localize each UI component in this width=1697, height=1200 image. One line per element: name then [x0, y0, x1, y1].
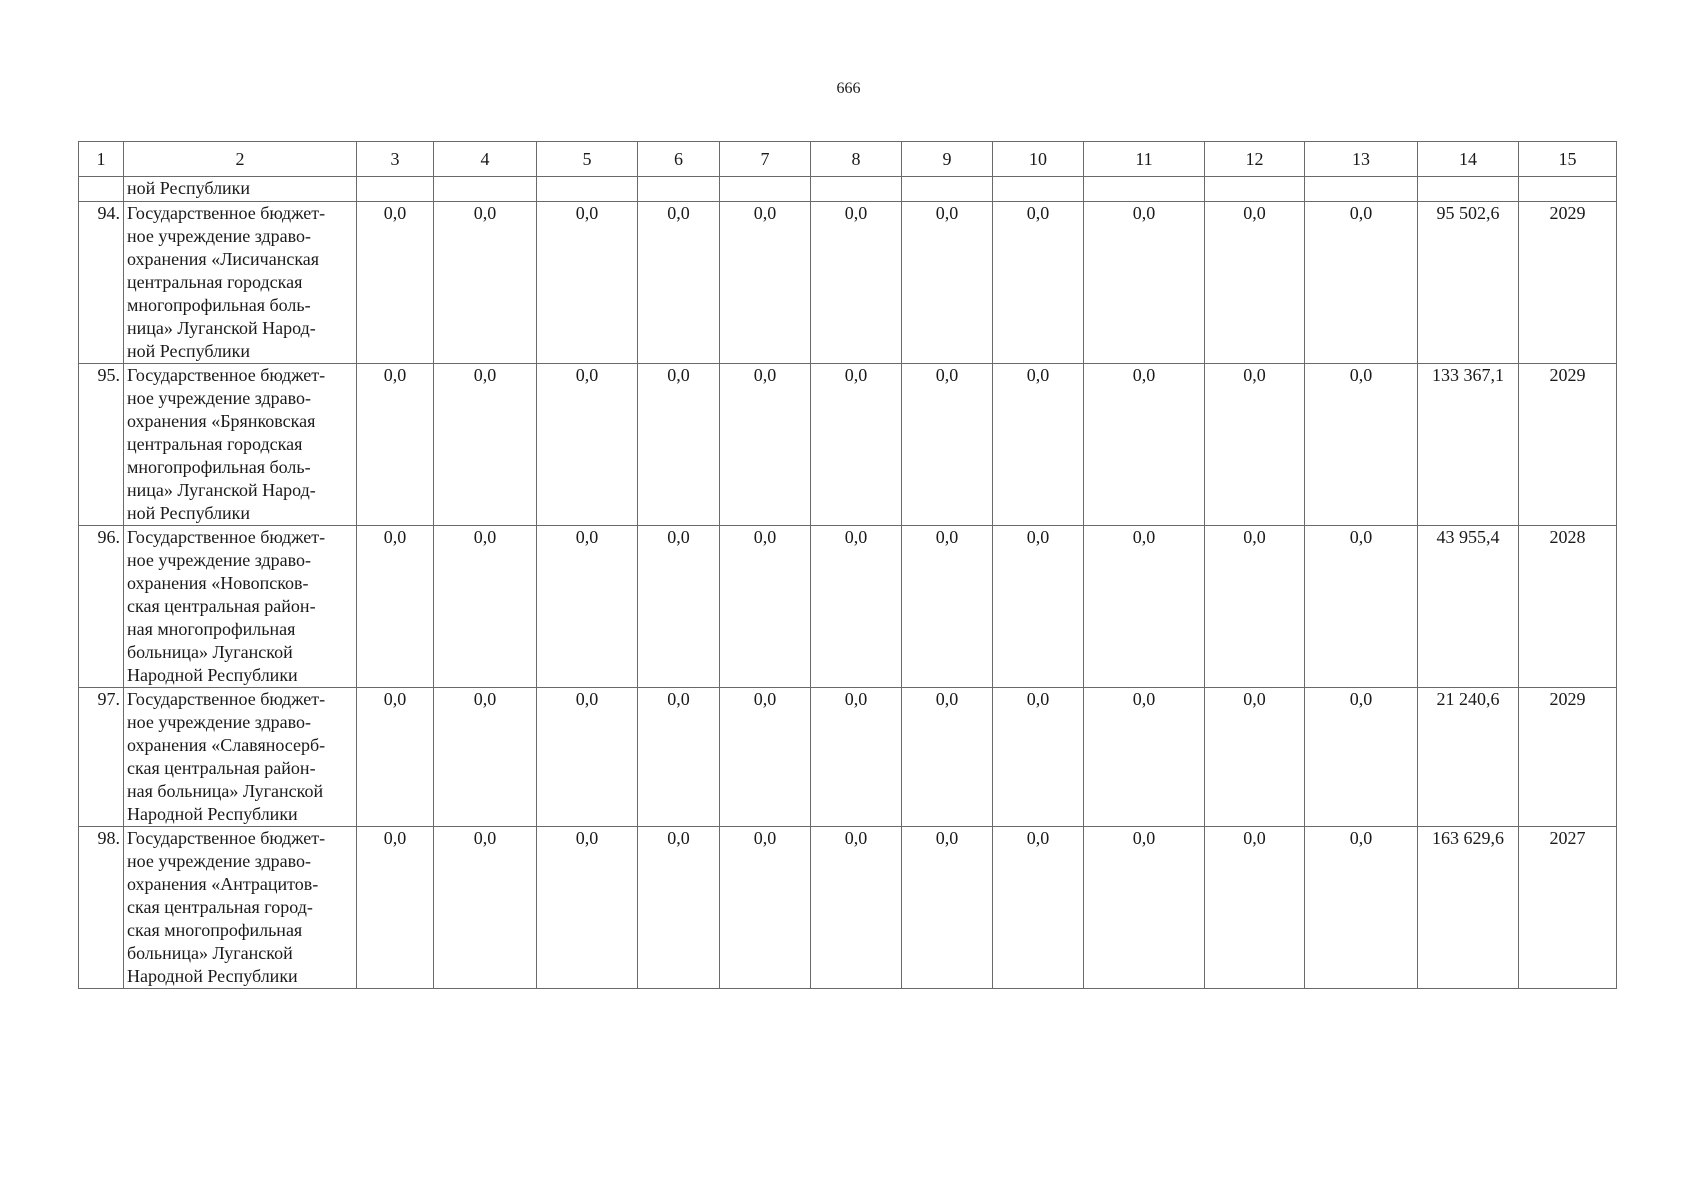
institution-name-line: ская центральная район- [127, 596, 316, 616]
column-header: 7 [720, 142, 811, 177]
table-row [79, 526, 1617, 688]
value-cell: 0,0 [811, 688, 902, 827]
table-cell [357, 177, 434, 202]
institution-name [124, 827, 357, 989]
table-row [79, 827, 1617, 989]
value-cell: 0,0 [638, 202, 720, 364]
table-cell [638, 177, 720, 202]
value-cell: 0,0 [720, 526, 811, 688]
value-cell: 21 240,6 [1418, 688, 1519, 827]
value-cell: 0,0 [720, 688, 811, 827]
table-cell [1084, 177, 1205, 202]
value-cell: 0,0 [434, 202, 537, 364]
institution-name [124, 688, 357, 827]
value-cell: 0,0 [902, 364, 993, 526]
column-header: 15 [1519, 142, 1617, 177]
institution-name-line: ное учреждение здраво- [127, 712, 312, 732]
value-cell: 0,0 [1205, 202, 1305, 364]
table-cell [1519, 177, 1617, 202]
value-cell: 2029 [1519, 364, 1617, 526]
value-cell: 0,0 [1205, 526, 1305, 688]
value-cell: 0,0 [720, 202, 811, 364]
institution-name-line: многопрофильная боль- [127, 457, 311, 477]
value-cell: 0,0 [434, 688, 537, 827]
column-header: 8 [811, 142, 902, 177]
value-cell: 0,0 [357, 202, 434, 364]
institution-name-line: Народной Республики [127, 966, 298, 986]
institution-name [124, 364, 357, 526]
row-number: 96. [79, 526, 124, 688]
table-row [79, 688, 1617, 827]
value-cell: 0,0 [720, 364, 811, 526]
table-cell [902, 177, 993, 202]
value-cell: 0,0 [811, 526, 902, 688]
column-header: 1 [79, 142, 124, 177]
value-cell: 133 367,1 [1418, 364, 1519, 526]
table-cell [811, 177, 902, 202]
value-cell: 0,0 [811, 827, 902, 989]
page-number: 666 [836, 80, 861, 97]
column-header: 11 [1084, 142, 1205, 177]
value-cell: 2029 [1519, 688, 1617, 827]
institution-name-line: многопрофильная боль- [127, 295, 311, 315]
table-row [79, 202, 1617, 364]
column-header: 10 [993, 142, 1084, 177]
column-header: 4 [434, 142, 537, 177]
institution-name-line: ное учреждение здраво- [127, 388, 312, 408]
institution-name-line: ская многопрофильная [127, 920, 303, 940]
column-header: 12 [1205, 142, 1305, 177]
value-cell: 2028 [1519, 526, 1617, 688]
value-cell: 95 502,6 [1418, 202, 1519, 364]
value-cell: 0,0 [1205, 688, 1305, 827]
institution-name-line: ной Республики [127, 503, 251, 523]
value-cell: 0,0 [537, 202, 638, 364]
table-cell [1418, 177, 1519, 202]
value-cell: 0,0 [993, 688, 1084, 827]
institution-name-line: Государственное бюджет- [127, 365, 326, 385]
table-cell [993, 177, 1084, 202]
column-header: 9 [902, 142, 993, 177]
institution-name [124, 526, 357, 688]
value-cell: 0,0 [638, 364, 720, 526]
value-cell: 0,0 [902, 526, 993, 688]
value-cell: 0,0 [357, 364, 434, 526]
value-cell: 0,0 [1305, 202, 1418, 364]
column-header: 2 [124, 142, 357, 177]
value-cell: 0,0 [993, 364, 1084, 526]
value-cell: 0,0 [1084, 526, 1205, 688]
value-cell: 0,0 [1084, 364, 1205, 526]
value-cell: 2027 [1519, 827, 1617, 989]
institution-name-line: Государственное бюджет- [127, 203, 326, 223]
table-cell [79, 177, 124, 202]
value-cell: 0,0 [357, 827, 434, 989]
value-cell: 0,0 [537, 526, 638, 688]
value-cell: 2029 [1519, 202, 1617, 364]
value-cell: 0,0 [993, 827, 1084, 989]
value-cell: 0,0 [1305, 827, 1418, 989]
continuation-row [79, 177, 1617, 202]
continuation-text: ной Республики [124, 177, 357, 202]
institution-name-line: ная больница» Луганской [127, 781, 324, 801]
value-cell: 0,0 [811, 202, 902, 364]
table-row [79, 364, 1617, 526]
institution-name-line: ное учреждение здраво- [127, 851, 312, 871]
institution-name-line: ская центральная город- [127, 897, 313, 917]
institution-name-line: больница» Луганской [127, 642, 293, 662]
header-row [79, 142, 1617, 177]
value-cell: 0,0 [357, 688, 434, 827]
row-number: 98. [79, 827, 124, 989]
value-cell: 0,0 [1305, 688, 1418, 827]
institution-name-line: охранения «Новопсков- [127, 573, 309, 593]
table-cell [720, 177, 811, 202]
value-cell: 0,0 [902, 202, 993, 364]
institution-name-line: ница» Луганской Народ- [127, 318, 316, 338]
institution-name-line: ной Республики [127, 341, 251, 361]
row-number: 94. [79, 202, 124, 364]
institution-name-line: охранения «Славяносерб- [127, 735, 326, 755]
value-cell: 0,0 [1084, 827, 1205, 989]
value-cell: 0,0 [1305, 526, 1418, 688]
value-cell: 0,0 [638, 526, 720, 688]
value-cell: 0,0 [902, 688, 993, 827]
institution-name-line: ное учреждение здраво- [127, 550, 312, 570]
column-header: 5 [537, 142, 638, 177]
value-cell: 0,0 [537, 688, 638, 827]
value-cell: 0,0 [811, 364, 902, 526]
value-cell: 0,0 [434, 526, 537, 688]
value-cell: 163 629,6 [1418, 827, 1519, 989]
institution-name-line: ская центральная район- [127, 758, 316, 778]
value-cell: 0,0 [902, 827, 993, 989]
institution-name-line: охранения «Антрацитов- [127, 874, 319, 894]
institution-name-line: охранения «Брянковская [127, 411, 316, 431]
column-header: 6 [638, 142, 720, 177]
institution-name-line: больница» Луганской [127, 943, 293, 963]
column-header: 14 [1418, 142, 1519, 177]
value-cell: 0,0 [993, 526, 1084, 688]
institution-name-line: охранения «Лисичанская [127, 249, 320, 269]
value-cell: 0,0 [434, 827, 537, 989]
institution-name-line: Государственное бюджет- [127, 689, 326, 709]
institution-name-line: центральная городская [127, 434, 303, 454]
value-cell: 0,0 [720, 827, 811, 989]
value-cell: 0,0 [357, 526, 434, 688]
value-cell: 43 955,4 [1418, 526, 1519, 688]
value-cell: 0,0 [1084, 202, 1205, 364]
table-cell [434, 177, 537, 202]
institution-name-line: Государственное бюджет- [127, 828, 326, 848]
column-header: 13 [1305, 142, 1418, 177]
value-cell: 0,0 [993, 202, 1084, 364]
institution-name-line: Народной Республики [127, 804, 298, 824]
institution-name [124, 202, 357, 364]
row-number: 97. [79, 688, 124, 827]
table-cell [1205, 177, 1305, 202]
institution-name-line: Народной Республики [127, 665, 298, 685]
column-header: 3 [357, 142, 434, 177]
institution-name-line: ница» Луганской Народ- [127, 480, 316, 500]
value-cell: 0,0 [537, 364, 638, 526]
value-cell: 0,0 [434, 364, 537, 526]
institution-name-line: ное учреждение здраво- [127, 226, 312, 246]
value-cell: 0,0 [1084, 688, 1205, 827]
budget-table [78, 141, 1617, 989]
value-cell: 0,0 [1305, 364, 1418, 526]
value-cell: 0,0 [537, 827, 638, 989]
table-cell [537, 177, 638, 202]
row-number: 95. [79, 364, 124, 526]
value-cell: 0,0 [1205, 827, 1305, 989]
institution-name-line: Государственное бюджет- [127, 527, 326, 547]
table-cell [1305, 177, 1418, 202]
value-cell: 0,0 [638, 827, 720, 989]
institution-name-line: ная многопрофильная [127, 619, 296, 639]
value-cell: 0,0 [1205, 364, 1305, 526]
value-cell: 0,0 [638, 688, 720, 827]
institution-name-line: центральная городская [127, 272, 303, 292]
